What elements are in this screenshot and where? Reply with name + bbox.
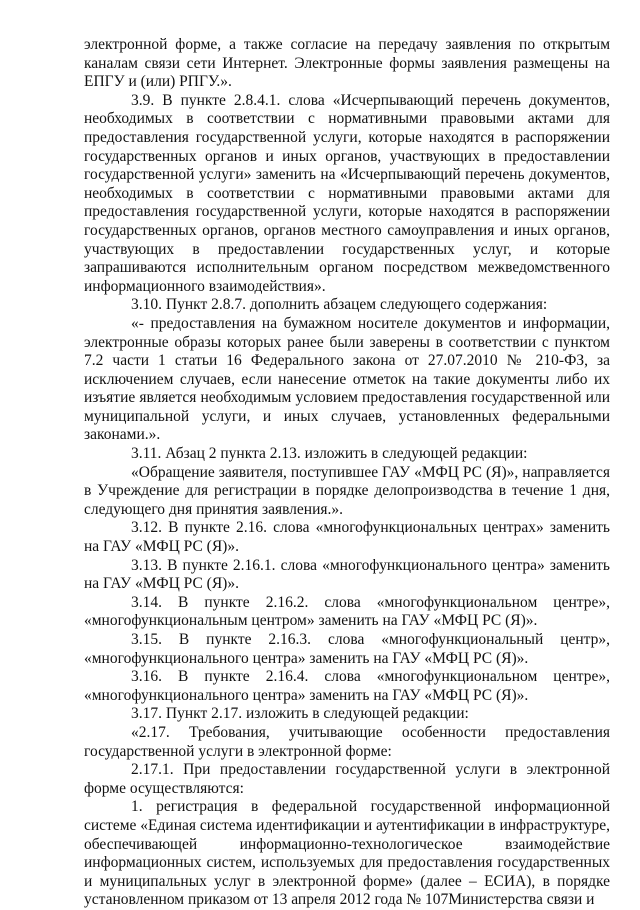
- paragraph-3-10: 3.10. Пункт 2.8.7. дополнить абзацем следующего содержания:: [131, 296, 548, 314]
- paragraph-3-14: 3.14. В пункте 2.16.2. слова «многофункциональном центре», «многофункциональным центром» заменить на ГАУ «МФЦ РС (Я)».: [84, 593, 610, 630]
- paragraph-3-12: 3.12. В пункте 2.16. слова «многофункциональных центрах» заменить на ГАУ «МФЦ РС (Я)».: [84, 519, 610, 556]
- paragraph-3-15: 3.15. В пункте 2.16.3. слова «многофункциональный центр», «многофункционального центра» заменить на ГАУ «МФЦ РС (Я)».: [84, 631, 610, 667]
- paragraph-3-13: 3.13. В пункте 2.16.1. слова «многофункционального центра» заменить на ГАУ «МФЦ РС (Я)».: [84, 556, 610, 593]
- paragraph-3-11-text: «Обращение заявителя, поступившее ГАУ «МФЦ РС (Я)», направляется в Учреждение для регистрации в порядке делопроизводства в течение 1 дня, следующего дня принятия заявления.».: [84, 463, 610, 518]
- paragraph-2-17: «2.17. Требования, учитывающие особенности предоставления государственной услуги в электронной форме:: [84, 723, 610, 760]
- paragraph-3-11: 3.11. Абзац 2 пункта 2.13. изложить в следующей редакции:: [131, 445, 528, 463]
- paragraph-3-17: 3.17. Пункт 2.17. изложить в следующей редакции:: [131, 705, 469, 723]
- paragraph-continuation: электронной форме, а также согласие на передачу заявления по открытым каналам связи сети Интернет. Электронные формы заявления размещены на ЕПГУ и (или) РПГУ.».: [84, 36, 610, 91]
- paragraph-2-17-1: 2.17.1. При предоставлении государственной услуги в электронной форме осуществляются:: [84, 761, 610, 797]
- paragraph-3-16: 3.16. В пункте 2.16.4. слова «многофункциональном центре», «многофункционального центра» заменить на ГАУ «МФЦ РС (Я)».: [84, 668, 610, 704]
- paragraph-3-10-text: «- предоставления на бумажном носителе документов и информации, электронные образы которых ранее были заверены в соответствии с пунктом 7.2 части 1 статьи 16 Федерального закона от 27.07.2010 № 210-ФЗ, за исключением случаев, если нанесение отметок на такие документы либо их изъятие является необходимым условием предоставления государственной или муниципальной услуги, и иных случаев, установленных федеральными законами.».: [84, 314, 610, 444]
- paragraph-3-9: 3.9. В пункте 2.8.4.1. слова «Исчерпывающий перечень документов, необходимых в соответствии с нормативными правовыми актами для предоставления государственной услуги, которые находятся в распоряжении государственных органов и иных органов, участвующих в предоставлении государственной услуги» заменить на «Исчерпывающий перечень документов, необходимых в соответствии с нормативными правовыми актами для предоставления государственной услуги, которые находятся в распоряжении государственных органов, органов местного самоуправления и иных органов, участвующих в предоставлении государственных услуг, и которые запрашиваются исполнительным органом посредством межведомственного информационного взаимодействия».: [84, 91, 610, 295]
- paragraph-item-1: 1. регистрация в федеральной государственной информационной системе «Единая система идентификации и аутентификации в инфраструктуре, обеспечивающей информационно-технологическое взаимодействие информационных систем, используемых для предоставления государственных и муниципальных услуг в электронной форме» (далее – ЕСИА), в порядке установленном приказом от 13 апреля 2012 года № 107Министерства связи и: [84, 798, 610, 909]
